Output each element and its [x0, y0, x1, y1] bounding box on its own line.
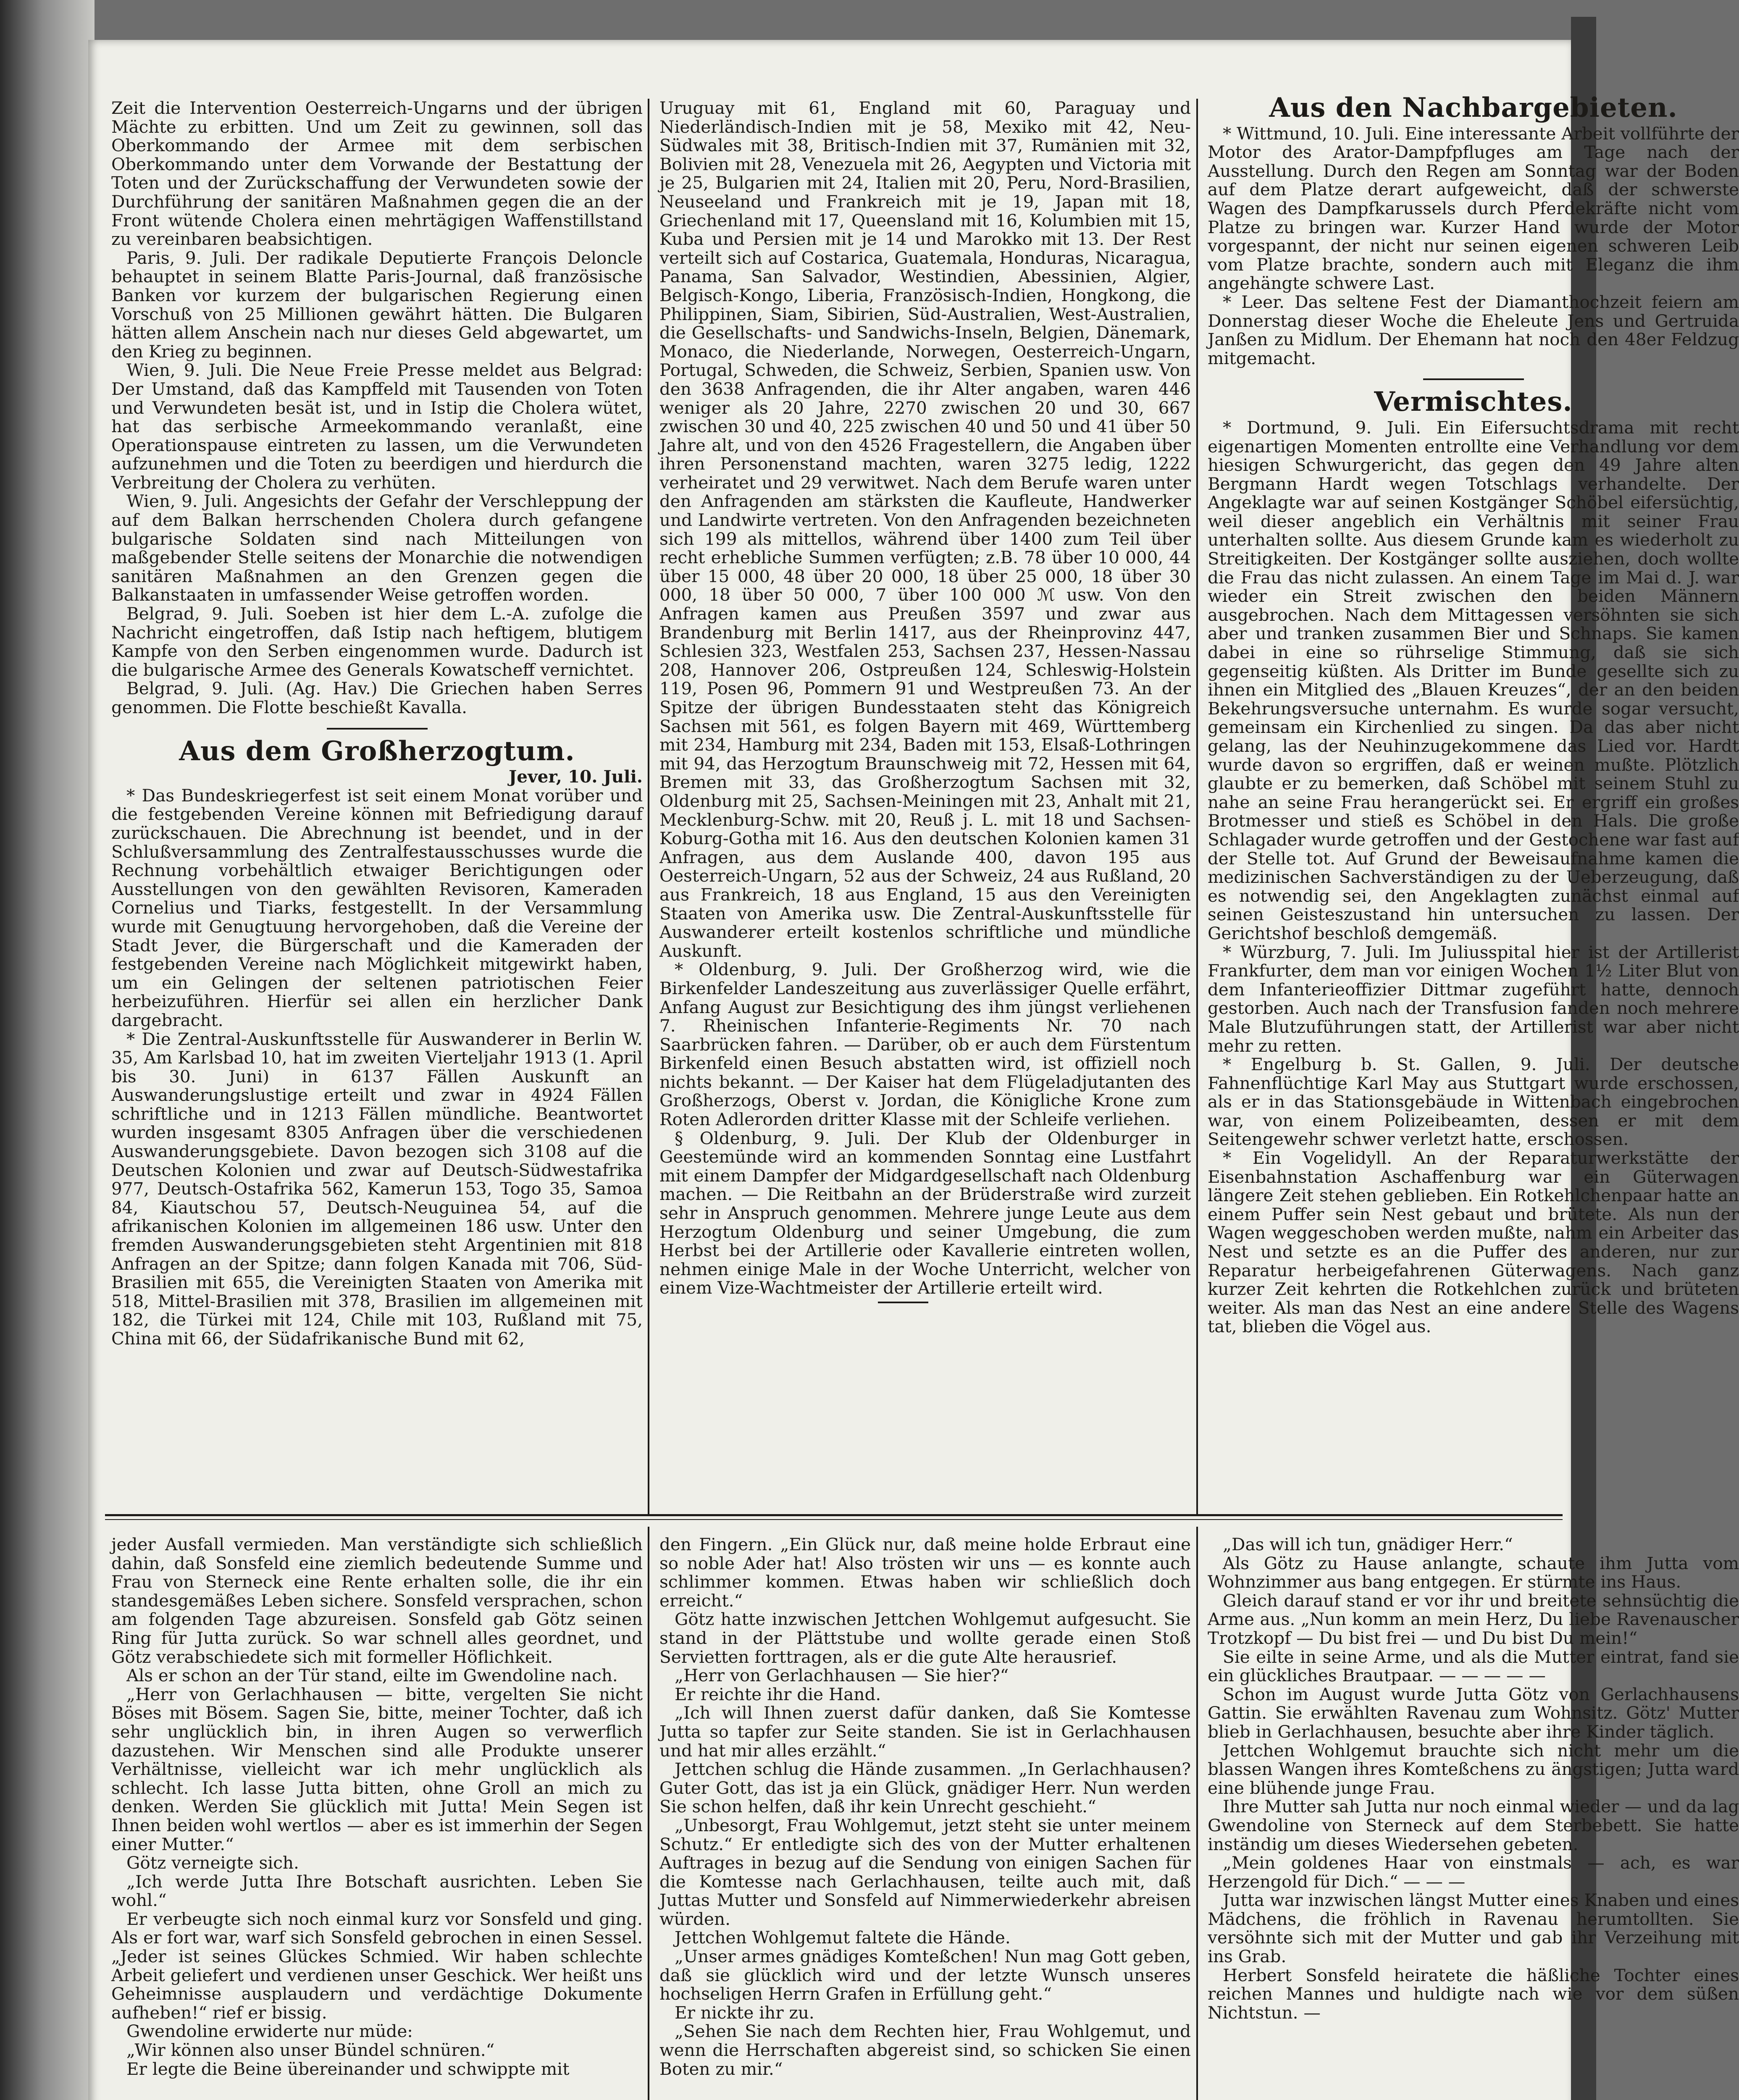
dateline: Jever, 10. Juli. [509, 766, 643, 787]
novel-paragraph: Er verbeugte sich noch einmal kurz vor Sonsfeld und ging. Als er fort war, warf sich Sonsfeld gebrochen in einen Sessel. „Jeder ist seines Glückes Schmied. Wir haben schlechte Arbeit geliefert und verdienen unser Geschick. Wer heißt uns Geheimnisse ausplaudern und verdächtige Dokumente aufheben!“ rief er bissig. [111, 1908, 643, 2023]
article-paragraph: Uruguay mit 61, England mit 60, Paraguay und Niederländisch-Indien mit je 58, Mexiko mit 42, Neu-Südwales mit 38, Britisch-Indien mit 37, Rumänien mit 32, Bolivien mit 28, Venezuela mit 26, Aegypten und Victoria mit je 25, Bulgarien mit 24, Italien mit 20, Peru, Nord-Brasilien, Neuseeland und Frankreich mit je 19, Japan mit 18, Griechenland mit 17, Queensland mit 16, Kolumbien mit 15, Kuba und Persien mit je 14 und Marokko mit 13. Der Rest verteilt sich auf Costarica, Guatemala, Honduras, Nicaragua, Panama, San Salvador, Westindien, Abessinien, Algier, Belgisch-Kongo, Liberia, Französisch-Indien, Hongkong, die Philippinen, Siam, Sibirien, Süd-Australien, West-Australien, die Gesellschafts- und Sandwichs-Inseln, Belgien, Dänemark, Monaco, die Niederlande, Norwegen, Oesterreich-Ungarn, Portugal, Schweden, die Schweiz, Serbien, Spanien usw. Von den 3638 Anfragenden, die ihr Alter angaben, waren 446 weniger als 20 Jahre, 2270 zwischen 20 und 30, 667 zwischen 30 und 40, 225 zwischen 40 und 50 und 41 über 50 Jahre alt, und von den 4526 Fragestellern, die Angaben über ihren Personenstand machten, waren 3275 ledig, 1222 verheiratet und 29 verwitwet. Nach dem Berufe waren unter den Anfragenden am stärksten die Kaufleute, Handwerker und Landwirte vertreten. Von den Anfragenden bezeichneten sich 199 als mittellos, während über 1400 zum Teil über recht erhebliche Summen verfügten; z.B. 78 über 10 000, 44 über 15 000, 48 über 20 000, 18 über 25 000, 18 über 30 000, 18 über 50 000, 7 über 100 000 ℳ usw. Von den Anfragen kamen aus Preußen 3597 und zwar aus Brandenburg mit Berlin 1417, aus der Rheinprovinz 447, Schlesien 323, Westfalen 253, Sachsen 237, Hessen-Nassau 208, Hannover 206, Ostpreußen 124, Schleswig-Holstein 119, Posen 96, Pommern 91 und Westpreußen 73. An der Spitze der übrigen Bundesstaaten steht das Königreich Sachsen mit 561, es folgen Bayern mit 469, Württemberg mit 234, Hamburg mit 234, Baden mit 153, Elsaß-Lothringen mit 94, das Herzogtum Braunschweig mit 72, Hessen mit 64, Bremen mit 33, das Großherzogtum Sachsen mit 32, Oldenburg mit 25, Sachsen-Meiningen mit 23, Anhalt mit 21, Mecklenburg-Schw. mit 20, Reuß j. L. mit 18 und Sachsen-Koburg-Gotha mit 16. Aus den deutschen Kolonien kamen 31 Anfragen, aus dem Auslande 400, davon 195 aus Oesterreich-Ungarn, 52 aus der Schweiz, 24 aus Rußland, 20 aus Frankreich, 18 aus England, 15 aus den Vereinigten Staaten von Amerika usw. Die Zentral-Auskunftsstelle für Auswanderer erteilt kostenlos schriftliche und mündliche Auskunft. [659, 98, 1191, 961]
novel-paragraph: „Mein goldenes Haar von einstmals — ach, es war Herzengold für Dich.“ — — — [1208, 1853, 1739, 1892]
article-paragraph: * Engelburg b. St. Gallen, 9. Juli. Der deutsche Fahnenflüchtige Karl May aus Stuttgart wurde erschossen, als er in das Stationsgebäude in Wittenbach eingebrochen war, von einem Polizeibeamten, dessen er mit dem Seitengewehr schwer verletzt hatte, erschossen. [1208, 1054, 1739, 1150]
article-paragraph: § Oldenburg, 9. Juli. Der Klub der Oldenburger in Geestemünde wird an kommenden Sonntag eine Lustfahrt mit einem Dampfer der Midgardgesellschaft nach Oldenburg machen. — Die Reitbahn an der Brüderstraße wird zurzeit sehr in Anspruch genommen. Mehrere junge Leute aus dem Herzogtum Oldenburg und seiner Umgebung, die zum Herbst bei der Artillerie oder Kavallerie eintreten wollen, nehmen einige Male in der Woche Unterricht, welcher von einem Vize-Wachtmeister der Artillerie erteilt wird. [659, 1128, 1191, 1298]
novel-paragraph: Ihre Mutter sah Jutta nur noch einmal wieder — und da lag Gwendoline von Sterneck auf dem Sterbebett. Sie hatte inständig um dieses Wiedersehen gebeten. [1208, 1796, 1739, 1854]
novel-paragraph: „Wir können also unser Bündel schnüren.“ [126, 2040, 495, 2061]
end-divider [878, 1302, 928, 1303]
novel-paragraph: Sie eilte in seine Arme, und als die Mutter eintrat, fand sie ein glückliches Brautpaar. — — — — — [1208, 1646, 1739, 1686]
novel-paragraph: Jettchen Wohlgemut faltete die Hände. [675, 1927, 1011, 1948]
section-divider [327, 728, 428, 730]
novel-paragraph: Herbert Sonsfeld heiratete die häßliche Tochter eines reichen Mannes und huldigte nach wie vor dem süßen Nichtstun. — [1208, 1965, 1739, 2023]
novel-paragraph: „Herr von Gerlachhausen — bitte, vergelten Sie nicht Böses mit Bösem. Sagen Sie, bitte, meiner Tochter, daß ich sehr unglücklich bin, in ihren Augen so verwerflich dazustehen. Wir Menschen sind alle Produkte unserer Verhältnisse, vielleicht war ich mehr unglücklich als schlecht. Ich lasse Jutta bitten, ohne Groll an mich zu denken. Werden Sie glücklich mit Jutta! Mein Segen ist Ihnen beiden wohl wertlos — aber es ist immerhin der Segen einer Mutter.“ [111, 1684, 643, 1854]
article-paragraph: * Die Zentral-Auskunftsstelle für Auswanderer in Berlin W. 35, Am Karlsbad 10, hat im zweiten Vierteljahr 1913 (1. April bis 30. Juni) in 6137 Fällen Auskunft an Auswanderungslustige erteilt und zwar in 4924 Fällen schriftliche und in 1213 Fällen mündliche. Beantwortet wurden insgesamt 8305 Anfragen über die verschiedenen Auswanderungsgebiete. Davon bezogen sich 3108 auf die Deutschen Kolonien und zwar auf Deutsch-Südwestafrika 977, Deutsch-Ostafrika 562, Kamerun 153, Togo 35, Samoa 84, Kiautschou 57, Deutsch-Neuguinea 54, auf die afrikanischen Kolonien im allgemeinen 186 usw. Unter den fremden Auswanderungsgebieten steht Argentinien mit 818 Anfragen an der Spitze; dann folgen Kanada mit 706, Süd-Brasilien mit 655, die Vereinigten Staaten von Amerika mit 518, Mittel-Brasilien mit 378, Brasilien im allgemeinen mit 182, die Türkei mit 124, Chile mit 103, Rußland mit 75, China mit 66, der Südafrikanische Bund mit 62, [111, 1029, 643, 1349]
feuilleton-column-3 [1208, 1535, 1739, 2022]
news-column-3 [1208, 92, 1739, 1337]
novel-paragraph: Als Götz zu Hause anlangte, schaute ihm Jutta vom Wohnzimmer aus bang entgegen. Er stürmte ins Haus. [1208, 1553, 1739, 1592]
novel-paragraph: „Herr von Gerlachhausen — Sie hier?“ [675, 1665, 1009, 1686]
news-column-2 [659, 99, 1191, 1303]
novel-paragraph: Götz hatte inzwischen Jettchen Wohlgemut aufgesucht. Sie stand in der Plättstube und wollte gerade einen Stoß Servietten forttragen, als er die gute Alte herausrief. [659, 1609, 1191, 1667]
novel-paragraph: Jettchen schlug die Hände zusammen. „In Gerlachhausen? Guter Gott, das ist ja ein Glück, gnädiger Herr. Nun werden Sie schon helfen, daß ihr kein Unrecht geschieht.“ [659, 1759, 1191, 1817]
article-paragraph: Belgrad, 9. Juli. (Ag. Hav.) Die Griechen haben Serres genommen. Die Flotte beschießt Kavalla. [111, 678, 643, 717]
novel-paragraph: Jettchen Wohlgemut brauchte sich nicht mehr um die blassen Wangen ihres Komteßchens zu ängstigen; Jutta ward eine blühende junge Frau. [1208, 1740, 1739, 1798]
article-paragraph: * Das Bundeskriegerfest ist seit einem Monat vorüber und die festgebenden Vereine können mit Befriedigung darauf zurückschauen. Die Abrechnung ist beendet, und in der Schlußversammlung des Zentralfestausschusses wurde die Rechnung vorbehältlich etwaiger Berichtigungen oder Ausstellungen von den gewählten Revisoren, Kameraden Cornelius und Tiarks, festgestellt. In der Versammlung wurde mit Genugtuung hervorgehoben, daß die Vereine der Stadt Jever, die Bürgerschaft und die Kameraden der festgebenden Vereine nach Möglichkeit mitgewirkt haben, um ein Gelingen der seltenen patriotischen Feier herbeizuführen. Hierfür sei allen ein herzlicher Dank dargebracht. [111, 785, 643, 1030]
novel-paragraph: Gwendoline erwiderte nur müde: [126, 2021, 413, 2042]
article-paragraph: Zeit die Intervention Oesterreich-Ungarns und der übrigen Mächte zu erbitten. Und um Zeit zu gewinnen, soll das Oberkommando der Armee mit dem serbischen Oberkommando unter dem Vorwande der Bestattung der Toten und der Zurückschaffung der Verwundeten sowie der Durchführung der sanitären Maßnahmen gegen die an der Front wütende Cholera einen mehrtägigen Waffenstillstand zu vereinbaren beabsichtigen. [111, 98, 643, 249]
article-paragraph: * Ein Vogelidyll. An der Reparaturwerkstätte der Eisenbahnstation Aschaffenburg war ein Güterwagen längere Zeit stehen geblieben. Ein Rotkehlchenpaar hatte an einem Puffer sein Nest gebaut und brütete. Als nun der Wagen weggeschoben werden mußte, nahm ein Arbeiter das Nest und setzte es an die Puffer des anderen, nur zur Reparatur herbeigefahrenen Güterwagens. Nach ganz kurzer Zeit kehrten die Rotkehlchen zurück und brüteten weiter. Als man das Nest an eine andere Stelle des Wagens tat, blieben die Vögel aus. [1208, 1148, 1739, 1337]
novel-paragraph: „Ich werde Jutta Ihre Botschaft ausrichten. Leben Sie wohl.“ [111, 1871, 643, 1911]
news-column-1 [111, 99, 643, 1348]
novel-paragraph: „Das will ich tun, gnädiger Herr.“ [1223, 1534, 1513, 1554]
article-paragraph: * Dortmund, 9. Juli. Ein Eifersuchtsdrama mit recht eigenartigen Momenten entrollte eine Verhandlung vor dem hiesigen Schwurgericht, das gegen den 49 Jahre alten Bergmann Hardt wegen Totschlags verhandelte. Der Angeklagte war auf seinen Kostgänger Schöbel eifersüchtig, weil dieser angeblich ein Verhältnis mit seiner Frau unterhalten sollte. Aus diesem Grunde kam es wiederholt zu Streitigkeiten. Der Kostgänger sollte ausziehen, doch wollte die Frau das nicht zulassen. An einem Tage im Mai d. J. war wieder ein Streit zwischen den beiden Männern ausgebrochen. Nach dem Mittagessen versöhnten sie sich aber und tranken zusammen Bier und Schnaps. Sie kamen dabei in eine so rührselige Stimmung, daß sie sich gegenseitig küßten. Als Dritter im Bunde gesellte sich zu ihnen ein Mitglied des „Blauen Kreuzes“, der an den beiden Bekehrungsversuche unternahm. Es wurde sogar versucht, gemeinsam ein Kirchenlied zu singen. Da das aber nicht gelang, las der Neuhinzugekommene das Lied vor. Hardt wurde davon so ergriffen, daß er weinen mußte. Plötzlich glaubte er zu bemerken, daß Schöbel mit seinem Stuhl zu nahe an seine Frau herangerückt sei. Er ergriff ein großes Brotmesser und stieß es Schöbel in den Hals. Die große Schlagader wurde getroffen und der Gestochene war fast auf der Stelle tot. Auf Grund der Beweisaufnahme kamen die medizinischen Sachverständigen zu der Ueberzeugung, daß es notwendig sei, den Angeklagten zunächst einmal auf seinen Geisteszustand hin untersuchen zu lassen. Der Gerichtshof beschloß demgemäß. [1208, 417, 1739, 943]
section-heading: Aus den Nachbargebieten. [1269, 92, 1678, 123]
column-rule [648, 1527, 649, 2100]
novel-paragraph: den Fingern. „Ein Glück nur, daß meine holde Erbraut eine so noble Ader hat! Also trösten wir uns — es konnte auch schlimmer kommen. Etwas haben wir schließlich doch erreicht.“ [659, 1534, 1191, 1611]
novel-paragraph: Gleich darauf stand er vor ihr und breitete sehnsüchtig die Arme aus. „Nun komm an mein Herz, Du liebe Ravenauscher Trotzkopf — Du bist frei — und Du bist Du mein!“ [1208, 1590, 1739, 1648]
column-rule [1196, 99, 1198, 1514]
newspaper-page [88, 40, 1739, 2100]
article-paragraph: * Leer. Das seltene Fest der Diamanthochzeit feiern am Donnerstag dieser Woche die Eheleute Jens und Gertruida Janßen zu Midlum. Der Ehemann hat noch den 48er Feldzug mitgemacht. [1208, 291, 1739, 368]
section-divider [1423, 378, 1524, 380]
article-paragraph: * Oldenburg, 9. Juli. Der Großherzog wird, wie die Birkenfelder Landeszeitung aus zuverlässiger Quelle erfährt, Anfang August zur Besichtigung des ihm jüngst verliehenen 7. Rheinischen Infanterie-Regiments Nr. 70 nach Saarbrücken fahren. — Darüber, ob er auch dem Fürstentum Birkenfeld einen Besuch abstatten wird, ist offiziell noch nichts bekannt. — Der Kaiser hat dem Flügeladjutanten des Großherzogs, Oberst v. Jordan, die Königliche Krone zum Roten Adlerorden dritter Klasse mit der Schleife verliehen. [659, 959, 1191, 1130]
novel-paragraph: Schon im August wurde Jutta Götz von Gerlachhausens Gattin. Sie erwählten Ravenau zum Wohnsitz. Götz' Mutter blieb in Gerlachhausen, besuchte aber ihre Kinder täglich. [1208, 1684, 1739, 1742]
feuilleton-rule [105, 1519, 1563, 1520]
novel-paragraph: Er legte die Beine übereinander und schwippte mit [126, 2058, 570, 2079]
article-paragraph: * Wittmund, 10. Juli. Eine interessante Arbeit vollführte der Motor des Arator-Dampfpfluges am Tage nach der Ausstellung. Durch den Regen am Sonntag war der Boden auf dem Platze derart aufgeweicht, daß der schwerste Wagen des Dampfkarussels durch Pferdekräfte nicht vom Platze zu bringen war. Kurzer Hand wurde der Motor vorgespannt, der nicht nur seinen eigenen schweren Leib vom Platze brachte, sondern auch mit Eleganz die ihm angehängte schwere Last. [1208, 123, 1739, 294]
feuilleton-column-1 [111, 1535, 643, 2078]
novel-paragraph: „Unbesorgt, Frau Wohlgemut, jetzt steht sie unter meinem Schutz.“ Er entledigte sich des von der Mutter erhaltenen Auftrages in bezug auf die Sendung von einigen Sachen für die Komtesse nach Gerlachhausen, teilte auch mit, daß Juttas Mutter und Sonsfeld auf Nimmerwiederkehr abreisen würden. [659, 1815, 1191, 1929]
column-rule [1196, 1527, 1198, 2100]
novel-paragraph: „Unser armes gnädiges Komteßchen! Nun mag Gott geben, daß sie glücklich wird und der letzte Wunsch unseres hochseligen Herrn Grafen in Erfüllung geht.“ [659, 1946, 1191, 2004]
section-heading: Vermischtes. [1374, 386, 1573, 418]
article-paragraph: Paris, 9. Juli. Der radikale Deputierte François Deloncle behauptet in seinem Blatte Paris-Journal, daß französische Banken vor kurzem der bulgarischen Regierung einen Vorschuß von 25 Millionen gewährt hätten. Die Bulgaren hätten allem Anschein nach nur dieses Geld abgewartet, um den Krieg zu beginnen. [111, 247, 643, 362]
feuilleton-rule [105, 1514, 1563, 1516]
section-heading: Aus dem Großherzogtum. [179, 735, 575, 767]
article-paragraph: * Würzburg, 7. Juli. Im Juliusspital hier ist der Artillerist Frankfurter, dem man vor einigen Wochen 1½ Liter Blut von dem Infanterieoffizier Dittmar zugeführt hatte, dennoch gestorben. Auch nach der Transfusion fanden noch mehrere Male Blutzuführungen statt, der Artillerist war aber nicht mehr zu retten. [1208, 942, 1739, 1056]
novel-paragraph: jeder Ausfall vermieden. Man verständigte sich schließlich dahin, daß Sonsfeld eine ziemlich bedeutende Summe und Frau von Sterneck eine Rente erhalten solle, die ihr ein standesgemäßes Leben sichere. Sonsfeld versprachen, schon am folgenden Tage abzureisen. Sonsfeld gab Götz seinen Ring für Jutta zurück. So war schnell alles geordnet, und Götz verabschiedete sich mit formeller Höflichkeit. [111, 1534, 643, 1667]
scan-binding-edge [0, 0, 95, 2100]
column-rule [648, 99, 649, 1514]
novel-paragraph: Als er schon an der Tür stand, eilte im Gwendoline nach. [126, 1665, 618, 1686]
novel-paragraph: Er nickte ihr zu. [675, 2002, 814, 2023]
novel-paragraph: Jutta war inzwischen längst Mutter eines Knaben und eines Mädchens, die fröhlich in Ravenau herumtollten. Sie versöhnte sich mit der Mutter und gab ihr Verzeihung mit ins Grab. [1208, 1890, 1739, 1967]
article-paragraph: Belgrad, 9. Juli. Soeben ist hier dem L.-A. zufolge die Nachricht eingetroffen, daß Istip nach heftigem, blutigem Kampfe von den Serben eingenommen wurde. Dadurch ist die bulgarische Armee des Generals Kowatscheff vernichtet. [111, 604, 643, 680]
feuilleton-column-2 [659, 1535, 1191, 2078]
article-paragraph: Wien, 9. Juli. Angesichts der Gefahr der Verschleppung der auf dem Balkan herrschenden Cholera durch gefangene bulgarische Soldaten sind nach Mitteilungen von maßgebender Stelle seitens der Monarchie die notwendigen sanitären Maßnahmen an den Grenzen gegen die Balkanstaaten in umfassender Weise getroffen worden. [111, 491, 643, 605]
novel-paragraph: Götz verneigte sich. [126, 1853, 299, 1873]
article-paragraph: Wien, 9. Juli. Die Neue Freie Presse meldet aus Belgrad: Der Umstand, daß das Kampffeld mit Tausenden von Toten und Verwundeten besät ist, und in Istip die Cholera wütet, hat das serbische Armeekommando veranlaßt, eine Operationspause eintreten zu lassen, um die Verwundeten aufzunehmen und die Toten zu beerdigen und hierdurch die Verbreitung der Cholera zu verhüten. [111, 360, 643, 493]
novel-paragraph: Er reichte ihr die Hand. [675, 1684, 881, 1704]
novel-paragraph: „Sehen Sie nach dem Rechten hier, Frau Wohlgemut, und wenn die Herrschaften abgereist sind, so schicken Sie einen Boten zu mir.“ [659, 2021, 1191, 2079]
novel-paragraph: „Ich will Ihnen zuerst dafür danken, daß Sie Komtesse Jutta so tapfer zur Seite standen. Sie ist in Gerlachhausen und hat mir alles erzählt.“ [659, 1703, 1191, 1761]
